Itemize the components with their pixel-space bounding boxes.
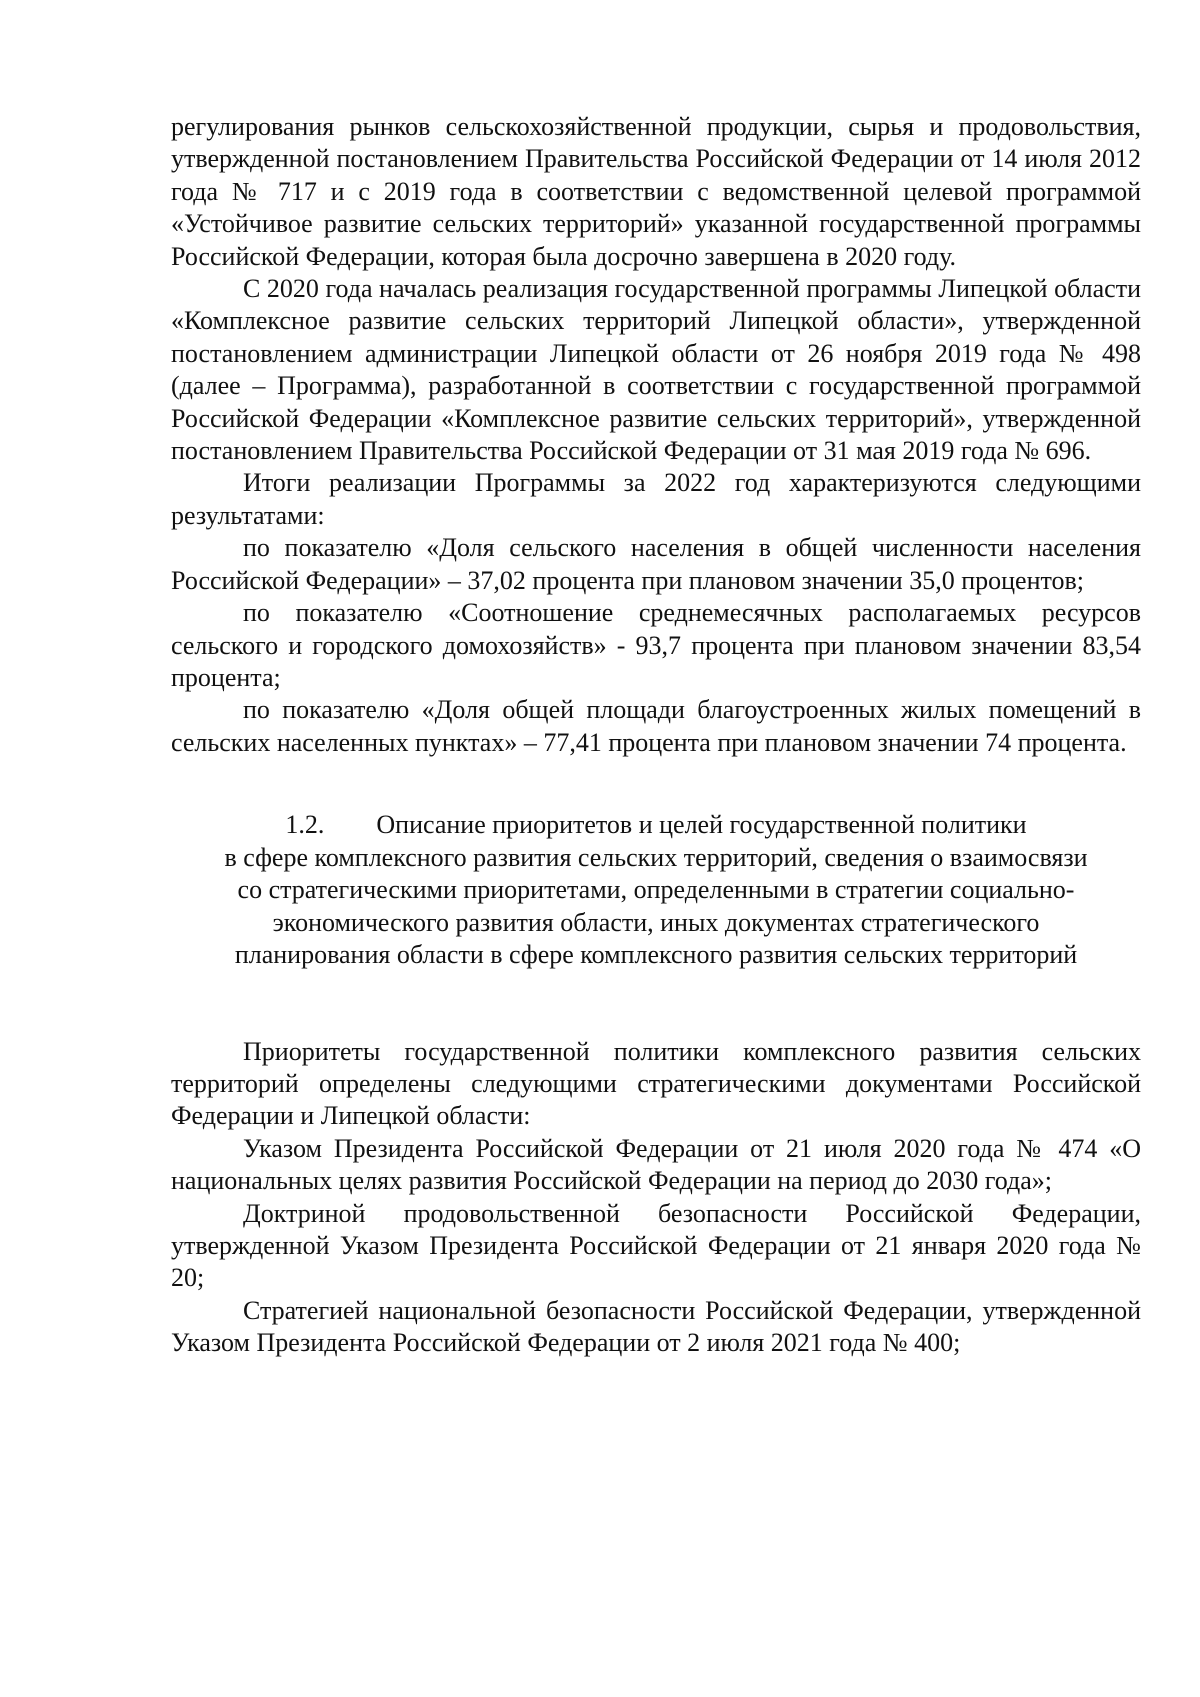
- section-heading-line-1: [171, 809, 1141, 842]
- paragraph-food-security-doctrine: Доктриной продовольственной безопасности Российской Федерации, утвержденной Указом Президента Российской Федерации от 21 января 2020 года № 20;: [171, 1198, 1141, 1293]
- paragraph-national-security-strategy: Стратегией национальной безопасности Российской Федерации, утвержденной Указом Президента Российской Федерации от 2 июля 2021 года № 400;: [171, 1295, 1141, 1358]
- paragraph-program-start: С 2020 года началась реализация государственной программы Липецкой области «Комплексное развитие сельских территорий Липецкой области», утвержденной постановлением администрации Липецкой области от 26 ноября 2019 года № 498 (далее – Программа), разработанной в соответствии с государственной программой Российской Федерации «Комплексное развитие сельских территорий», утвержденной постановлением Правительства Российской Федерации от 31 мая 2019 года № 696.: [171, 274, 1141, 466]
- paragraph-indicator-income-ratio: по показателю «Соотношение среднемесячных располагаемых ресурсов сельского и городского домохозяйств» - 93,7 процента при плановом значении 83,54 процента;: [171, 598, 1141, 692]
- paragraph-decree-474: Указом Президента Российской Федерации от 21 июля 2020 года № 474 «О национальных целях развития Российской Федерации на период до 2030 года»;: [171, 1133, 1141, 1196]
- section-heading-line-4: экономического развития области, иных документах стратегического: [272, 907, 1040, 937]
- document-body: [171, 111, 1141, 1360]
- section-heading-line-3: со стратегическими приоритетами, определенными в стратегии социально-: [237, 875, 1075, 905]
- paragraph-priorities-intro: Приоритеты государственной политики комплексного развития сельских территорий определены следующими стратегическими документами Российской Федерации и Липецкой области:: [171, 1036, 1141, 1131]
- section-number: 1.2.: [285, 810, 325, 840]
- paragraph-indicator-housing-area: по показателю «Доля общей площади благоустроенных жилых помещений в сельских населенных пунктах» – 77,41 процента при плановом значении 74 процента.: [171, 695, 1141, 757]
- section-heading: [171, 809, 1141, 972]
- section-heading-text-1: Описание приоритетов и целей государственной политики: [376, 810, 1027, 840]
- paragraph-results-intro: Итоги реализации Программы за 2022 год характеризуются следующими результатами:: [171, 468, 1141, 530]
- section-heading-line-5: планирования области в сфере комплексного развития сельских территорий: [234, 940, 1078, 970]
- paragraph-indicator-rural-share: по показателю «Доля сельского населения в общей численности населения Российской Федерации» – 37,02 процента при плановом значении 35,0 процентов;: [171, 533, 1141, 595]
- paragraph-continuation: регулирования рынков сельскохозяйственной продукции, сырья и продовольствия, утвержденной постановлением Правительства Российской Федерации от 14 июля 2012 года № 717 и с 2019 года в соответствии с ведомственной целевой программой «Устойчивое развитие сельских территорий» указанной государственной программы Российской Федерации, которая была досрочно завершена в 2020 году.: [171, 112, 1141, 271]
- section-heading-line-2: в сфере комплексного развития сельских территорий, сведения о взаимосвязи: [224, 842, 1088, 872]
